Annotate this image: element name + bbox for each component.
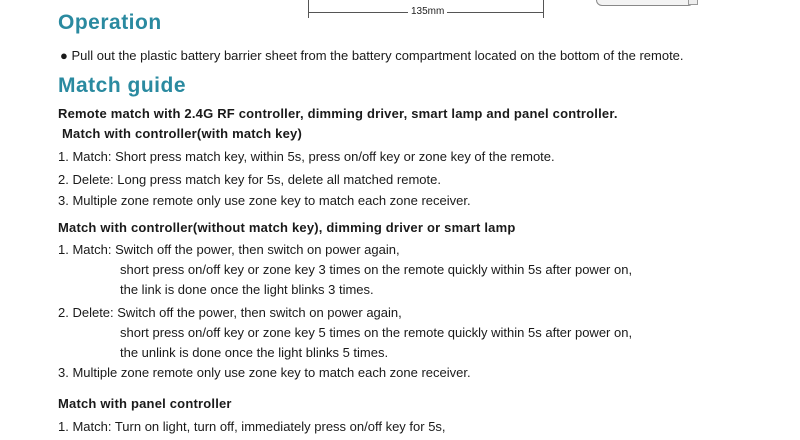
with-key-step-match: 1. Match: Short press match key, within 5s, press on/off key or zone key of the remote. (58, 149, 555, 164)
remote-side-outline (596, 0, 694, 6)
match-guide-heading: Match guide (58, 74, 187, 97)
with-key-heading: Match with controller(with match key) (62, 126, 302, 141)
operation-text: Pull out the plastic battery barrier sheet from the battery compartment located on the bottom of the remote. (71, 48, 684, 63)
bullet-icon: ● (60, 48, 68, 63)
without-key-match-line1: 1. Match: Switch off the power, then switch on power again, (58, 242, 400, 257)
match-guide-intro: Remote match with 2.4G RF controller, dimming driver, smart lamp and panel controller. (58, 106, 618, 121)
without-key-delete-line2: short press on/off key or zone key 5 times on the remote quickly within 5s after power on, (120, 325, 633, 340)
operation-bullet-item (60, 48, 684, 63)
without-key-multi: 3. Multiple zone remote only use zone key to match each zone receiver. (58, 365, 471, 380)
panel-match-line1: 1. Match: Turn on light, turn off, immediately press on/off key for 5s, (58, 419, 446, 434)
without-key-delete-line3: the unlink is done once the light blinks 5 times. (120, 345, 389, 360)
with-key-step-multi: 3. Multiple zone remote only use zone key to match each zone receiver. (58, 193, 471, 208)
without-key-match-line3: the link is done once the light blinks 3 times. (120, 282, 374, 297)
with-key-step-delete: 2. Delete: Long press match key for 5s, delete all matched remote. (58, 172, 441, 187)
panel-heading: Match with panel controller (58, 396, 232, 411)
without-key-delete-line1: 2. Delete: Switch off the power, then switch on power again, (58, 305, 402, 320)
dimension-label: 135mm (408, 6, 447, 17)
operation-heading: Operation (58, 11, 162, 34)
without-key-match-line2: short press on/off key or zone key 3 times on the remote quickly within 5s after power on, (120, 262, 633, 277)
dimension-tick-right (543, 0, 544, 18)
remote-side-button (688, 0, 698, 5)
without-key-heading: Match with controller(without match key), dimming driver or smart lamp (58, 220, 516, 235)
dimension-tick-left (308, 0, 309, 18)
